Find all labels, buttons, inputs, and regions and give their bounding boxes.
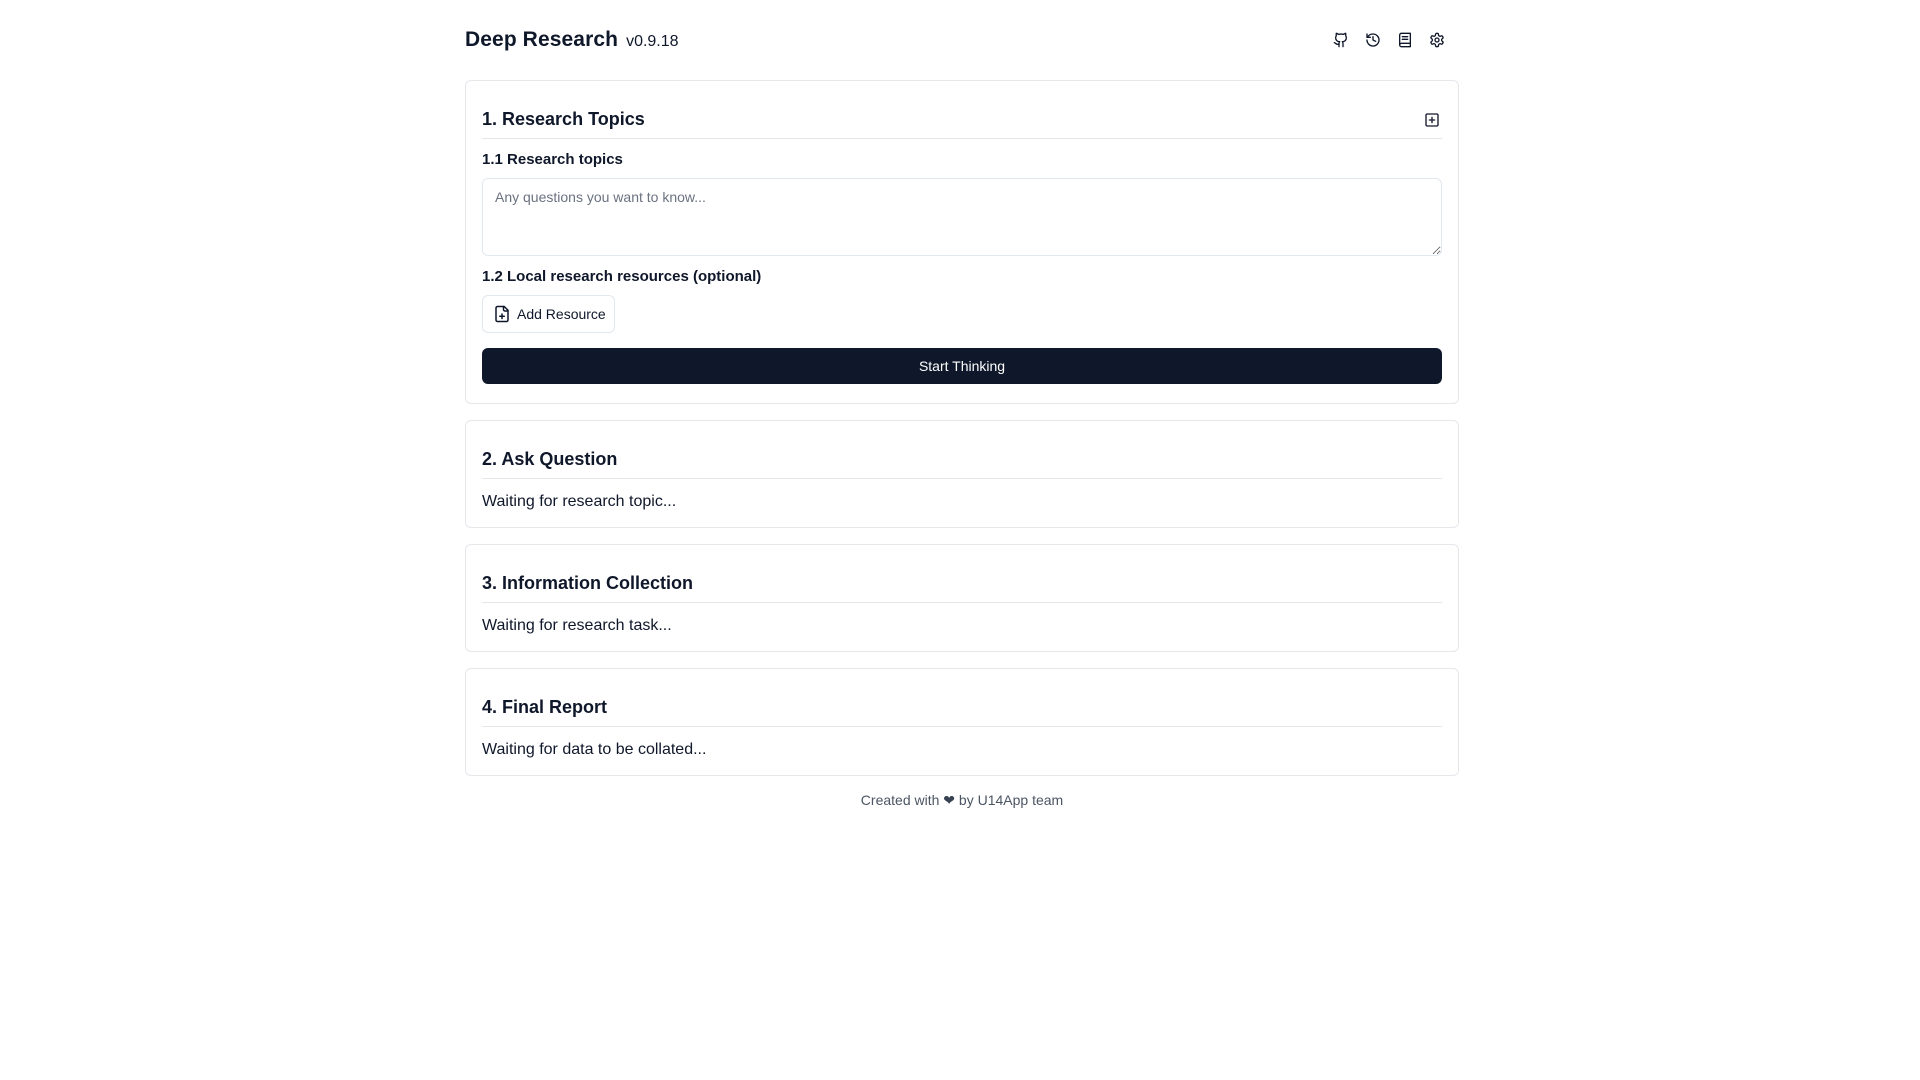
research-topics-header	[482, 101, 1442, 139]
start-thinking-button[interactable]: Start Thinking	[482, 348, 1442, 384]
footer-suffix: by U14App team	[958, 792, 1064, 808]
app-version: v0.9.18	[626, 33, 679, 50]
history-icon[interactable]	[1363, 30, 1383, 50]
app-title: Deep Research	[465, 28, 619, 51]
new-research-icon[interactable]	[1422, 110, 1442, 130]
topics-label: 1.1 Research topics	[482, 151, 623, 168]
header-actions	[1331, 30, 1447, 50]
ask-question-header	[482, 441, 1442, 479]
page-container	[465, 0, 1459, 809]
heart-icon: ❤	[943, 792, 956, 808]
topics-input[interactable]	[482, 178, 1442, 256]
final-report-header	[482, 689, 1442, 727]
final-report-card	[465, 668, 1459, 776]
add-resource-label: Add Resource	[517, 306, 606, 322]
resources-label: 1.2 Local research resources (optional)	[482, 268, 762, 285]
app-header	[465, 0, 1459, 80]
book-icon[interactable]	[1395, 30, 1415, 50]
footer-prefix: Created with	[860, 792, 940, 808]
information-collection-card	[465, 544, 1459, 652]
research-topics-title: 1. Research Topics	[482, 109, 645, 129]
ask-question-title: 2. Ask Question	[482, 449, 618, 469]
information-collection-status: Waiting for research task...	[482, 617, 672, 634]
research-topics-body	[482, 139, 1442, 400]
information-collection-header	[482, 565, 1442, 603]
final-report-title: 4. Final Report	[482, 697, 608, 717]
github-icon[interactable]	[1331, 30, 1351, 50]
settings-icon[interactable]	[1427, 30, 1447, 50]
file-plus-icon	[493, 305, 511, 323]
brand	[465, 28, 679, 52]
ask-question-card	[465, 420, 1459, 528]
information-collection-title: 3. Information Collection	[482, 573, 694, 593]
add-resource-button[interactable]	[482, 295, 615, 333]
final-report-status: Waiting for data to be collated...	[482, 741, 707, 758]
ask-question-status: Waiting for research topic...	[482, 493, 677, 510]
footer	[465, 792, 1459, 809]
research-topics-card	[465, 80, 1459, 404]
